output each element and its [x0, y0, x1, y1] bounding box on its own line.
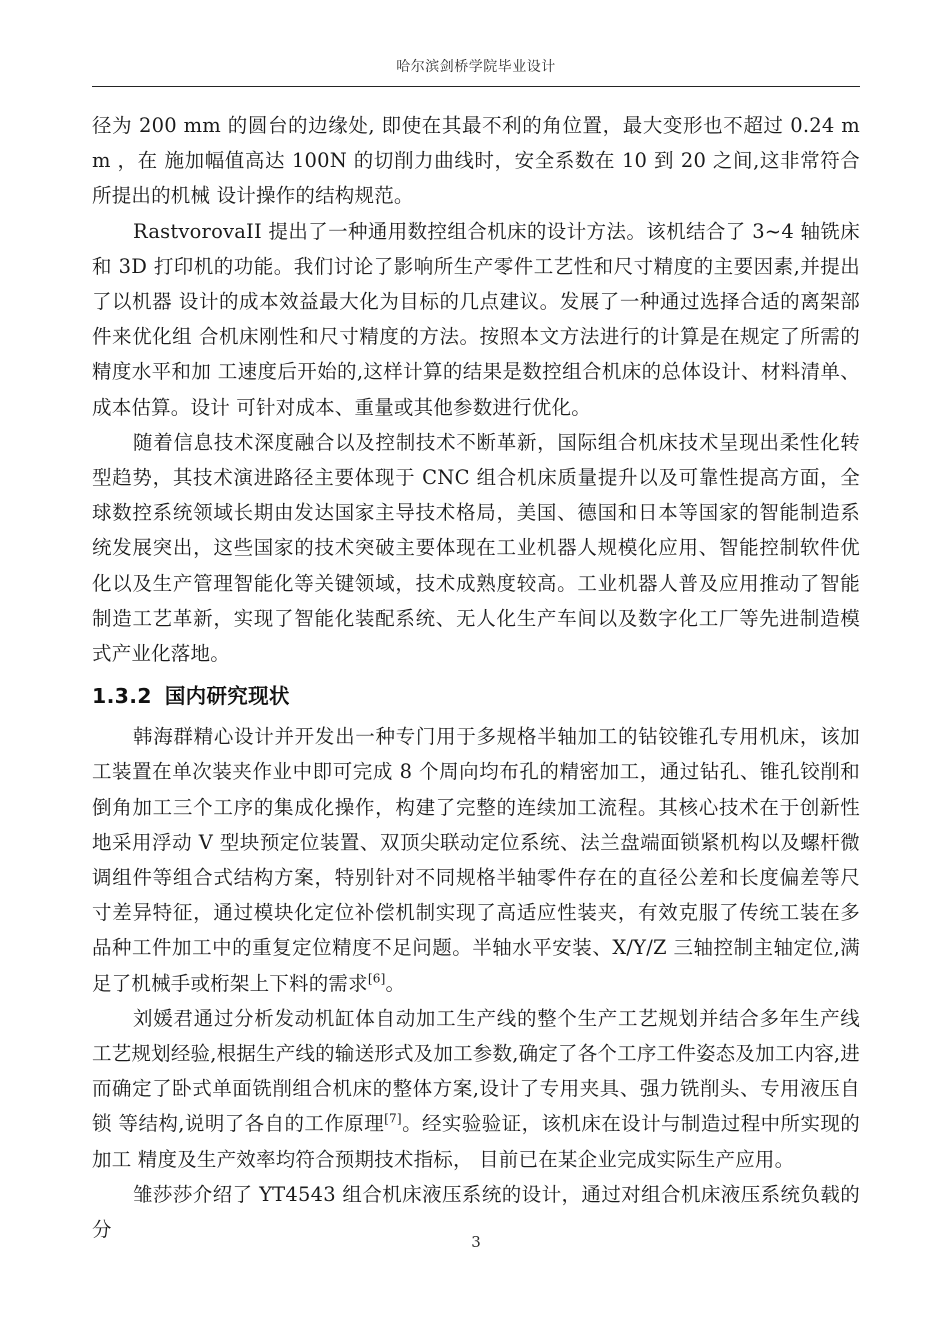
- paragraph-liuyuanjun: [92, 1001, 860, 1177]
- section-heading-title: 国内研究现状: [164, 684, 290, 709]
- header-title: 哈尔滨剑桥学院毕业设计: [396, 59, 556, 75]
- page-header: [92, 57, 860, 77]
- paragraph-hanhaiqun-tail: 。: [385, 971, 406, 995]
- page-number: 3: [471, 1233, 481, 1251]
- paragraph-rastvorova: RastvorovaII 提出了一种通用数控组合机床的设计方法。该机结合了 3~4 轴铣床和 3D 打印机的功能。我们讨论了影响所生产零件工艺性和尺寸精度的主要因素,并提出了以机器 设计的成本效益最大化为目标的几点建议。发展了一种通过选择合适的离架部件来优化组 合机床刚性和尺寸精度的方法。按照本文方法进行的计算是在规定了所需的精度水平和加 工速度后开始的,这样计算的结果是数控组合机床的总体设计、材料清单、成本估算。设计 可针对成本、重量或其他参数进行优化。: [92, 219, 860, 419]
- paragraph-hanhaiqun-text: 韩海群精心设计并开发出一种专门用于多规格半轴加工的钻铰锥孔专用机床，该加工装置在单次装夹作业中即可完成 8 个周向均布孔的精密加工，通过钻孔、锥孔铰削和倒角加工三个工序的集成化操作，构建了完整的连续加工流程。其核心技术在于创新性地采用浮动 V 型块预定位装置、双顶尖联动定位系统、法兰盘端面锁紧机构以及螺杆微调组件等组合式结构方案，特别针对不同规格半轴零件存在的直径公差和长度偏差等尺寸差异特征，通过模块化定位补偿机制实现了高适应性装夹，有效克服了传统工装在多品种工件加工中的重复定位精度不足问题。半轴水平安装、X/Y/Z 三轴控制主轴定位,满足了机械手或桁架上下料的需求: [92, 725, 860, 995]
- document-body: [92, 108, 860, 1247]
- section-heading-1-3-2: [92, 671, 860, 719]
- citation-marker-7: [7]: [384, 1111, 402, 1126]
- page-footer: [92, 1232, 860, 1252]
- paragraph-liuyuanjun-text: 刘媛君通过分析发动机缸体自动加工生产线的整个生产工艺规划并结合多年生产线工艺规划经验,根据生产线的输送形式及加工参数,确定了各个工序工件姿态及加工内容,进而确定了卧式单面铣削组合机床的整体方案,设计了专用夹具、强力铣削头、专用液压自锁 等结构,说明了各自的工作原理: [92, 1006, 860, 1136]
- header-divider: [92, 86, 860, 87]
- citation-marker-6: [6]: [367, 971, 386, 986]
- paragraph-international-trend: 随着信息技术深度融合以及控制技术不断革新，国际组合机床技术呈现出柔性化转型趋势，其技术演进路径主要体现于 CNC 组合机床质量提升以及可靠性提高方面，全球数控系统领域长期由发达国家主导技术格局，美国、德国和日本等国家的智能制造系统发展突出，这些国家的技术突破主要体现在工业机器人规模化应用、智能控制软件优化以及生产管理智能化等关键领域，技术成熟度较高。工业机器人普及应用推动了智能制造工艺革新，实现了智能化装配系统、无人化生产车间以及数字化工厂等先进制造模式产业化落地。: [92, 430, 860, 666]
- section-heading-number: 1.3.2: [92, 684, 152, 709]
- paragraph-chushasha: 雏莎莎介绍了 YT4543 组合机床液压系统的设计，通过对组合机床液压系统负载的分: [92, 1182, 860, 1242]
- paragraph-continued-deformation: 径为 200 mm 的圆台的边缘处, 即使在其最不利的角位置，最大变形也不超过 0.24 mm ，在 施加幅值高达 100N 的切削力曲线时，安全系数在 10 到 20 之间,这非常符合所提出的机械 设计操作的结构规范。: [92, 114, 860, 208]
- paragraph-liuyuanjun-tail: 。经实验验证，该机床在设计与制造过程中所实现的加工 精度及生产效率均符合预期技术指标， 目前已在某企业完成实际生产应用。: [92, 1112, 860, 1171]
- paragraph-hanhaiqun: [92, 719, 860, 1001]
